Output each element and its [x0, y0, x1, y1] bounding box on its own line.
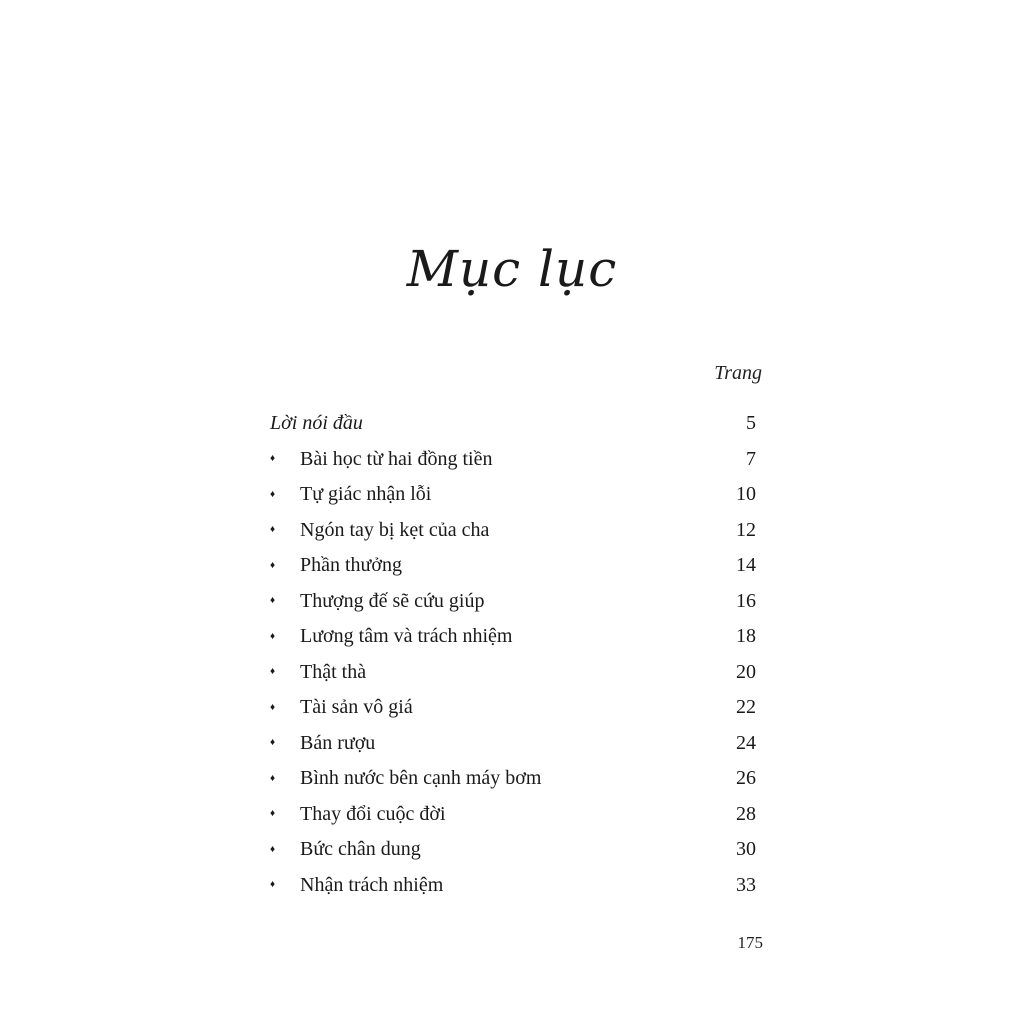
diamond-bullet-icon: ♦	[270, 524, 276, 536]
diamond-bullet-icon: ♦	[270, 453, 276, 465]
toc-entry-page: 5	[746, 412, 756, 435]
toc-entry-label: Nhận trách nhiệm	[300, 873, 444, 896]
page-title: Mục lục	[406, 240, 618, 298]
toc-entry-label: Bức chân dung	[300, 838, 421, 861]
toc-entry-page: 22	[736, 696, 756, 719]
toc-entry-page: 24	[736, 731, 756, 754]
diamond-bullet-icon: ♦	[270, 843, 276, 855]
diamond-bullet-icon: ♦	[270, 772, 276, 784]
toc-entry-label: Bình nước bên cạnh máy bơm	[300, 767, 542, 790]
toc-entry	[268, 690, 758, 726]
toc-entry	[268, 655, 758, 691]
toc-entry	[268, 584, 758, 620]
page-column-label: Trang	[714, 362, 762, 384]
toc-entry-page: 28	[736, 802, 756, 825]
toc-entry	[268, 761, 758, 797]
toc-entry	[268, 832, 758, 868]
toc-entry-label: Phần thưởng	[300, 554, 402, 577]
toc-entry	[268, 442, 758, 478]
toc-entry-page: 10	[736, 483, 756, 506]
toc-entry-label: Tài sản vô giá	[300, 696, 413, 719]
diamond-bullet-icon: ♦	[270, 630, 276, 642]
toc-entry-page: 7	[746, 447, 756, 470]
table-of-contents	[268, 406, 758, 903]
toc-entry	[268, 797, 758, 833]
diamond-bullet-icon: ♦	[270, 595, 276, 607]
toc-entry-page: 12	[736, 518, 756, 541]
diamond-bullet-icon: ♦	[270, 737, 276, 749]
toc-entry-page: 14	[736, 554, 756, 577]
toc-entry-label: Thay đổi cuộc đời	[300, 802, 446, 825]
diamond-bullet-icon: ♦	[270, 666, 276, 678]
toc-entry-intro	[268, 406, 758, 442]
toc-entry-label: Thật thà	[300, 660, 367, 683]
toc-entry	[268, 868, 758, 904]
diamond-bullet-icon: ♦	[270, 879, 276, 891]
toc-entry	[268, 513, 758, 549]
toc-entry-page: 16	[736, 589, 756, 612]
toc-entry-page: 20	[736, 660, 756, 683]
toc-entry	[268, 726, 758, 762]
toc-entry-label: Bài học từ hai đồng tiền	[300, 447, 493, 470]
toc-entry-label: Bán rượu	[300, 731, 376, 754]
diamond-bullet-icon: ♦	[270, 701, 276, 713]
toc-entry-label: Lời nói đầu	[270, 412, 363, 435]
page-number: 175	[737, 933, 763, 952]
toc-entry-label: Ngón tay bị kẹt của cha	[300, 518, 490, 541]
toc-entry-label: Lương tâm và trách nhiệm	[300, 625, 513, 648]
toc-entry-page: 18	[736, 625, 756, 648]
toc-entry	[268, 548, 758, 584]
toc-entry	[268, 619, 758, 655]
toc-entry-page: 26	[736, 767, 756, 790]
toc-entry-label: Thượng đế sẽ cứu giúp	[300, 589, 485, 612]
diamond-bullet-icon: ♦	[270, 488, 276, 500]
diamond-bullet-icon: ♦	[270, 808, 276, 820]
toc-entry	[268, 477, 758, 513]
toc-entry-page: 30	[736, 838, 756, 861]
toc-entry-page: 33	[736, 873, 756, 896]
toc-entry-label: Tự giác nhận lỗi	[300, 483, 432, 506]
diamond-bullet-icon: ♦	[270, 559, 276, 571]
